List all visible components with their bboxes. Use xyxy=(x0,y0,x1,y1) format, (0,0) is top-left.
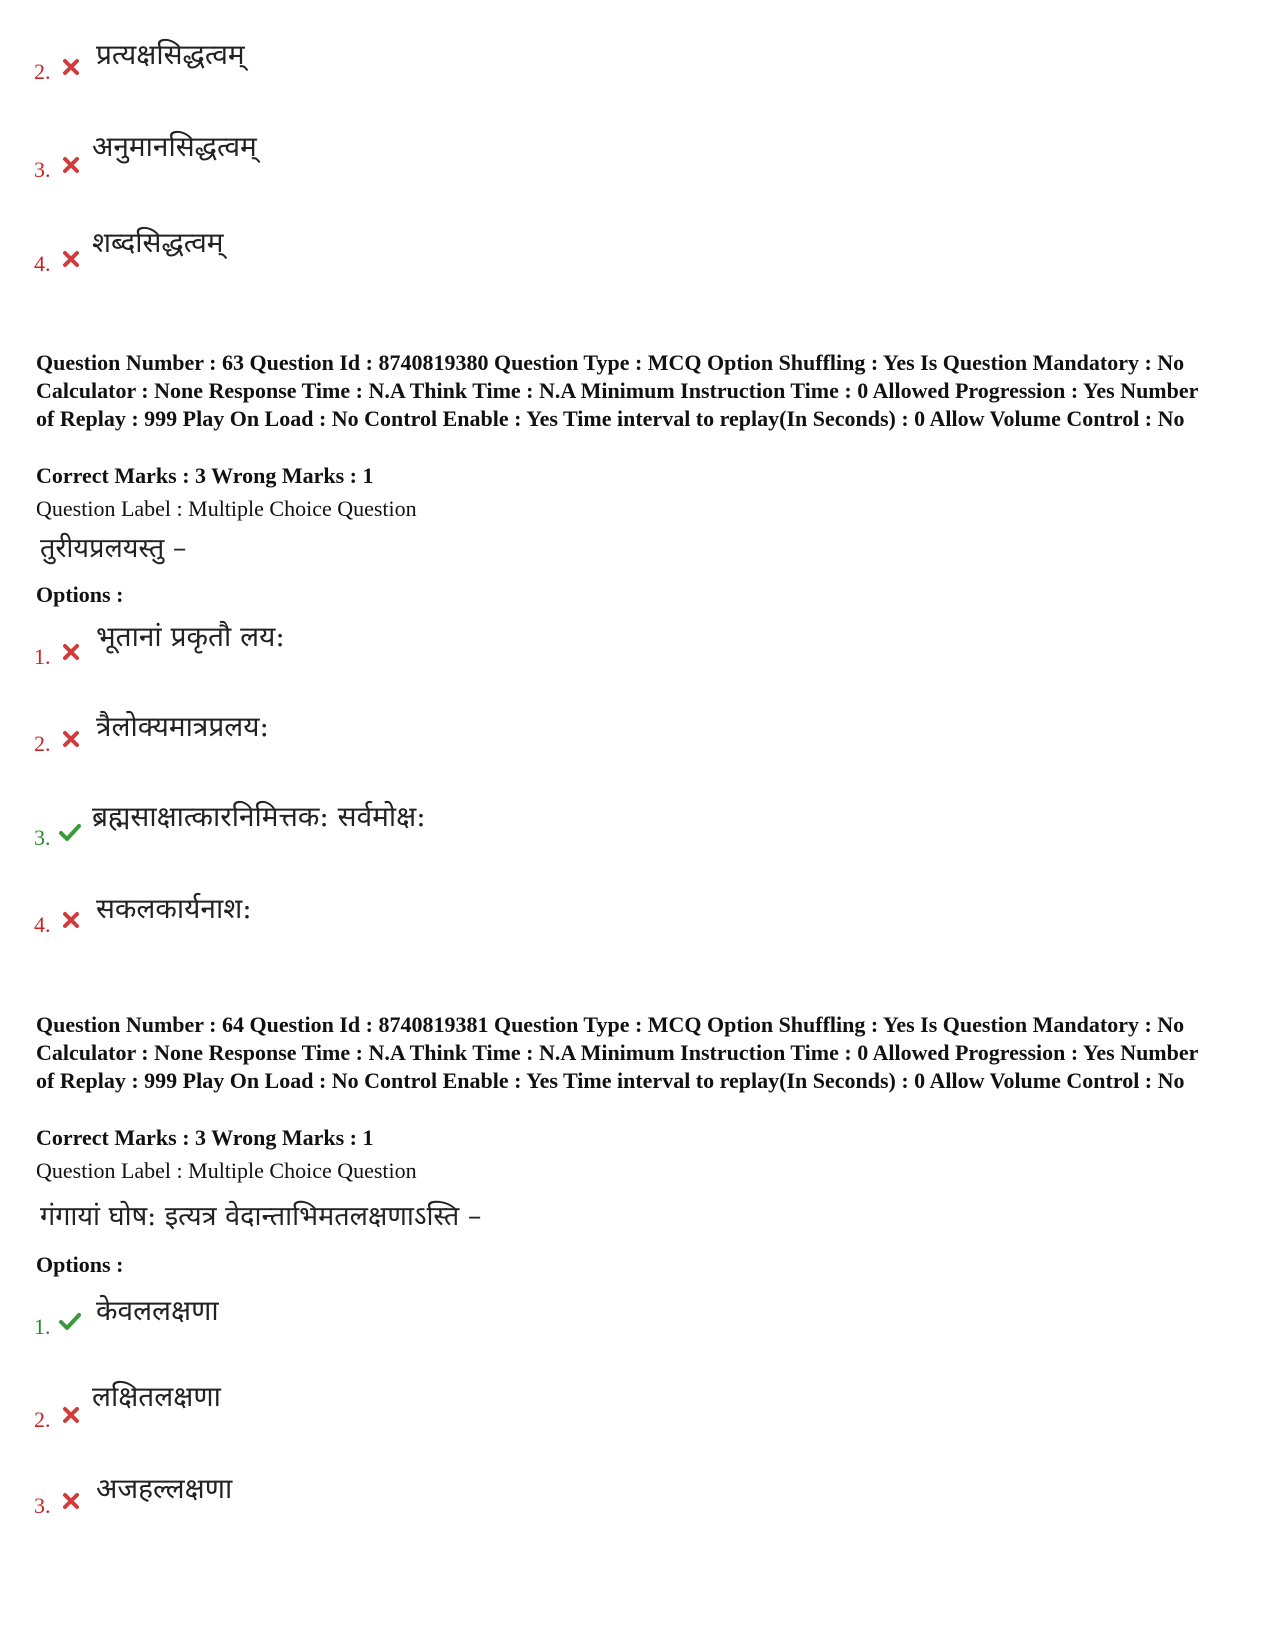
question-marks: Correct Marks : 3 Wrong Marks : 1 xyxy=(36,463,374,488)
option-number: 4. xyxy=(34,912,51,937)
option-text: ब्रह्मसाक्षात्कारनिमित्तक: सर्वमोक्ष: xyxy=(92,800,426,833)
options-heading: Options : xyxy=(36,1252,124,1277)
cross-icon xyxy=(60,1404,82,1426)
option-text: लक्षितलक्षणा xyxy=(92,1380,221,1413)
option-number: 3. xyxy=(34,157,51,182)
cross-icon xyxy=(60,909,82,931)
cross-icon xyxy=(60,641,82,663)
option-number: 1. xyxy=(34,1314,51,1339)
options-heading: Options : xyxy=(36,582,124,607)
question-text: गंगायां घोष: इत्यत्र वेदान्ताभिमतलक्षणाऽस्ति – xyxy=(40,1201,482,1232)
question-label: Question Label : Multiple Choice Question xyxy=(36,1158,417,1183)
option-text: शब्दसिद्धत्वम् xyxy=(92,226,224,259)
cross-icon xyxy=(60,56,82,78)
question-marks: Correct Marks : 3 Wrong Marks : 1 xyxy=(36,1125,374,1150)
option-text: अजहल्लक्षणा xyxy=(96,1472,233,1505)
option-text: प्रत्यक्षसिद्धत्वम् xyxy=(96,38,245,71)
cross-icon xyxy=(60,1490,82,1512)
check-icon xyxy=(58,821,82,843)
option-number: 3. xyxy=(34,825,51,850)
option-number: 1. xyxy=(34,644,51,669)
question-meta: Question Number : 64 Question Id : 8740819381 Question Type : MCQ Option Shuffling : Yes Is Question Mandatory : No Calculator : None Response Time : N.A Think Time : N.A Minimum Instruction Time : 0 Allowed Progression : Yes Number of Replay : 999 Play On Load : No Control Enable : Yes Time interval to replay(In Seconds) : 0 Allow Volume Control : No xyxy=(36,1012,1199,1093)
check-icon xyxy=(58,1310,82,1332)
question-meta: Question Number : 63 Question Id : 8740819380 Question Type : MCQ Option Shuffling : Yes Is Question Mandatory : No Calculator : None Response Time : N.A Think Time : N.A Minimum Instruction Time : 0 Allowed Progression : Yes Number of Replay : 999 Play On Load : No Control Enable : Yes Time interval to replay(In Seconds) : 0 Allow Volume Control : No xyxy=(36,350,1199,431)
cross-icon xyxy=(60,154,82,176)
option-number: 2. xyxy=(34,1407,51,1432)
option-number: 4. xyxy=(34,251,51,276)
option-text: अनुमानसिद्धत्वम् xyxy=(92,130,257,163)
option-text: भूतानां प्रकृतौ लय: xyxy=(96,620,285,653)
option-number: 2. xyxy=(34,731,51,756)
option-number: 2. xyxy=(34,59,51,84)
option-number: 3. xyxy=(34,1493,51,1518)
cross-icon xyxy=(60,728,82,750)
option-text: त्रैलोक्यमात्रप्रलय: xyxy=(96,710,269,743)
option-text: सकलकार्यनाश: xyxy=(96,892,252,925)
question-text: तुरीयप्रलयस्तु – xyxy=(40,533,187,564)
question-label: Question Label : Multiple Choice Question xyxy=(36,496,417,521)
cross-icon xyxy=(60,248,82,270)
option-text: केवललक्षणा xyxy=(96,1294,219,1327)
